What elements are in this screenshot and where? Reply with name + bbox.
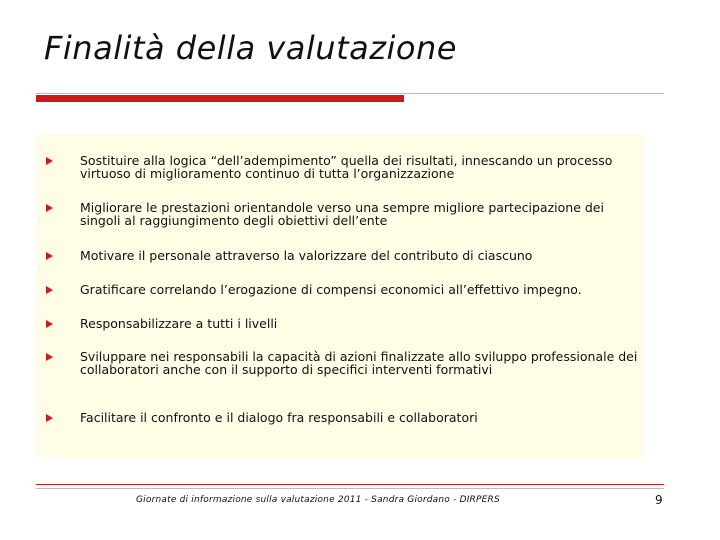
bullet-text: Responsabilizzare a tutti i livelli [80, 316, 278, 331]
triangle-right-icon [46, 204, 53, 212]
triangle-right-icon [46, 320, 53, 328]
triangle-right-icon [46, 157, 53, 165]
title-divider-thin [36, 93, 664, 94]
triangle-right-icon [46, 252, 53, 260]
triangle-right-icon [46, 414, 53, 422]
bullet-text: Gratificare correlando l’erogazione di compensi economici all’effettivo impegno. [80, 282, 582, 297]
footer-divider-accent [36, 484, 664, 485]
page-number: 9 [655, 493, 663, 507]
triangle-right-icon [46, 286, 53, 294]
content-panel [36, 134, 644, 458]
slide-title: Finalità della valutazione [44, 29, 457, 67]
bullet-text: Facilitare il confronto e il dialogo fra responsabili e collaboratori [80, 410, 478, 425]
bullet-text: Sviluppare nei responsabili la capacità di azioni finalizzate allo sviluppo professionale dei collaboratori anche con il supporto di specifici interventi formativi [80, 349, 638, 377]
triangle-right-icon [46, 353, 53, 361]
footer-divider-thin [36, 488, 664, 489]
bullet-text: Sostituire alla logica “dell’adempimento” quella dei risultati, innescando un processo virtuoso di miglioramento continuo di tutta l’organizzazione [80, 153, 613, 181]
title-divider-accent [36, 95, 404, 102]
bullet-text: Migliorare le prestazioni orientandole verso una sempre migliore partecipazione dei singoli al raggiungimento degli obiettivi dell’ente [80, 200, 604, 228]
footer-text: Giornate di informazione sulla valutazione 2011 - Sandra Giordano - DIRPERS [136, 495, 500, 505]
bullet-text: Motivare il personale attraverso la valorizzare del contributo di ciascuno [80, 248, 533, 263]
